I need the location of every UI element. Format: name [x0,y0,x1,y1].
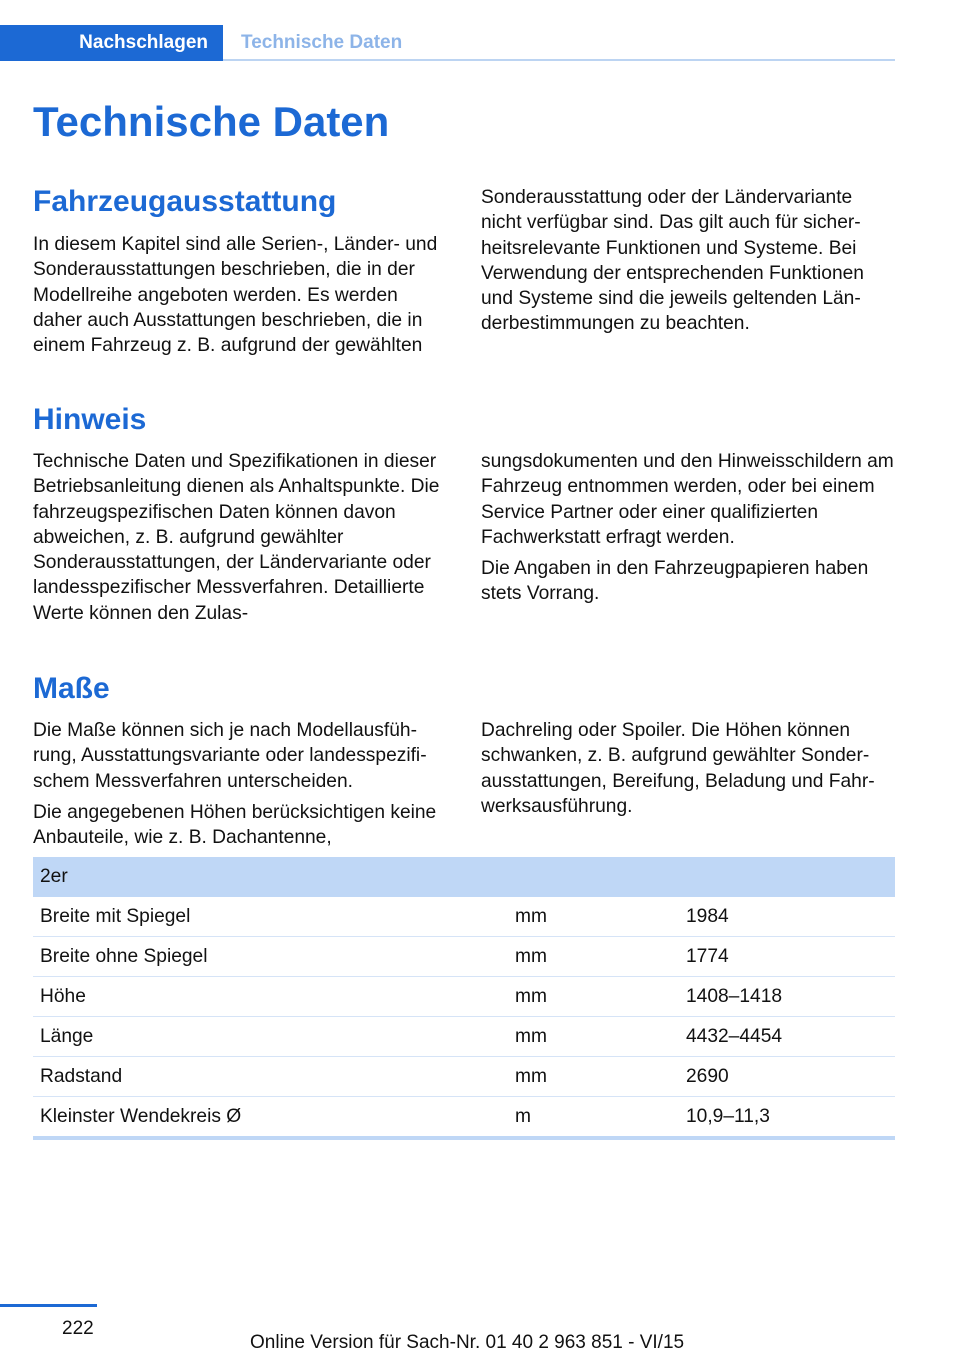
row-value: 1774 [679,937,895,977]
row-label: Kleinster Wendekreis Ø [33,1097,507,1139]
heading-masse: Maße [33,672,110,705]
row-value: 10,9–11,3 [679,1097,895,1139]
tab-technische-daten[interactable]: Technische Daten [241,32,403,53]
paragraph: In diesem Kapitel sind alle Serien-, Länder- und Sonderausstattungen beschrieben, die in der Modellreihe angeboten werden. Es werden daher auch Ausstattungen beschrieben, die in einem Fahrzeug z. B. aufgrund der gewählten [33,234,438,357]
paragraph: Technische Daten und Spezifikationen in dieser Betriebsanleitung dienen als Anhaltspunkte. Die fahrzeugspezifischen Daten können davon abweichen, z. B. aufgrund gewählter Sonderausstattungen, der Ländervariante oder landesspezifischer Messverfahren. Detaillierte Werte können den Zulas- [33,451,440,624]
table-row [33,1097,895,1139]
page-number: 222 [62,1318,94,1339]
table-row [33,937,895,977]
page-title: Technische Daten [33,98,390,145]
row-unit: mm [507,1057,679,1097]
tab-nachschlagen[interactable]: Nachschlagen [0,25,223,61]
masse-text-right [481,718,897,825]
row-value: 2690 [679,1057,895,1097]
table-header: 2er [33,857,895,897]
table-header-row [33,857,895,897]
row-label: Höhe [33,977,507,1017]
heading-hinweis: Hinweis [33,403,147,436]
row-label: Breite mit Spiegel [33,897,507,937]
table-row [33,897,895,937]
row-unit: m [507,1097,679,1139]
paragraph: Die angegebenen Höhen berücksichtigen keine Anbauteile, wie z. B. Dachantenne, [33,801,437,849]
heading-fahrzeugausstattung: Fahrzeugausstattung [33,185,337,218]
top-navigation [0,25,895,61]
paragraph: Die Maße können sich je nach Modellausführung, Ausstattungsvariante oder landesspezifischem Messverfahren unterscheiden. [33,720,427,792]
row-value: 4432–4454 [679,1017,895,1057]
row-value: 1984 [679,897,895,937]
header-divider [223,59,895,61]
masse-text-left [33,718,449,856]
fahrzeug-text-left [33,232,449,364]
paragraph: Die Angaben in den Fahrzeugpapieren haben stets Vorrang. [481,558,869,605]
table-row [33,1017,895,1057]
row-label: Länge [33,1017,507,1057]
hinweis-text-left [33,449,449,632]
fahrzeug-text-right [481,185,897,343]
paragraph: sungsdokumenten und den Hinweisschildern am Fahrzeug entnommen werden, oder bei einem Service Partner oder einer qualifizierten Fachwerkstatt erfragt werden. [481,451,894,548]
dimensions-table [33,857,895,1140]
paragraph: Sonderausstattung oder der Ländervariante nicht verfügbar sind. Das gilt auch für sicherheitsrelevante Funktionen und Systeme. Bei Verwendung der entsprechenden Funktionen und Systeme sind die jeweils geltenden Länderbestimmungen zu beachten. [481,187,864,335]
row-unit: mm [507,937,679,977]
hinweis-text-right [481,449,897,613]
row-unit: mm [507,1017,679,1057]
row-value: 1408–1418 [679,977,895,1017]
online-version-note: Online Version für Sach-Nr. 01 40 2 963 851 - VI/15 [250,1332,685,1353]
row-unit: mm [507,977,679,1017]
table-row [33,1057,895,1097]
row-label: Breite ohne Spiegel [33,937,507,977]
footer-divider [0,1304,97,1307]
row-unit: mm [507,897,679,937]
table-row [33,977,895,1017]
paragraph: Dachreling oder Spoiler. Die Höhen können schwanken, z. B. aufgrund gewählter Sonderausstattungen, Bereifung, Beladung und Fahrwerksausführung. [481,720,875,817]
row-label: Radstand [33,1057,507,1097]
